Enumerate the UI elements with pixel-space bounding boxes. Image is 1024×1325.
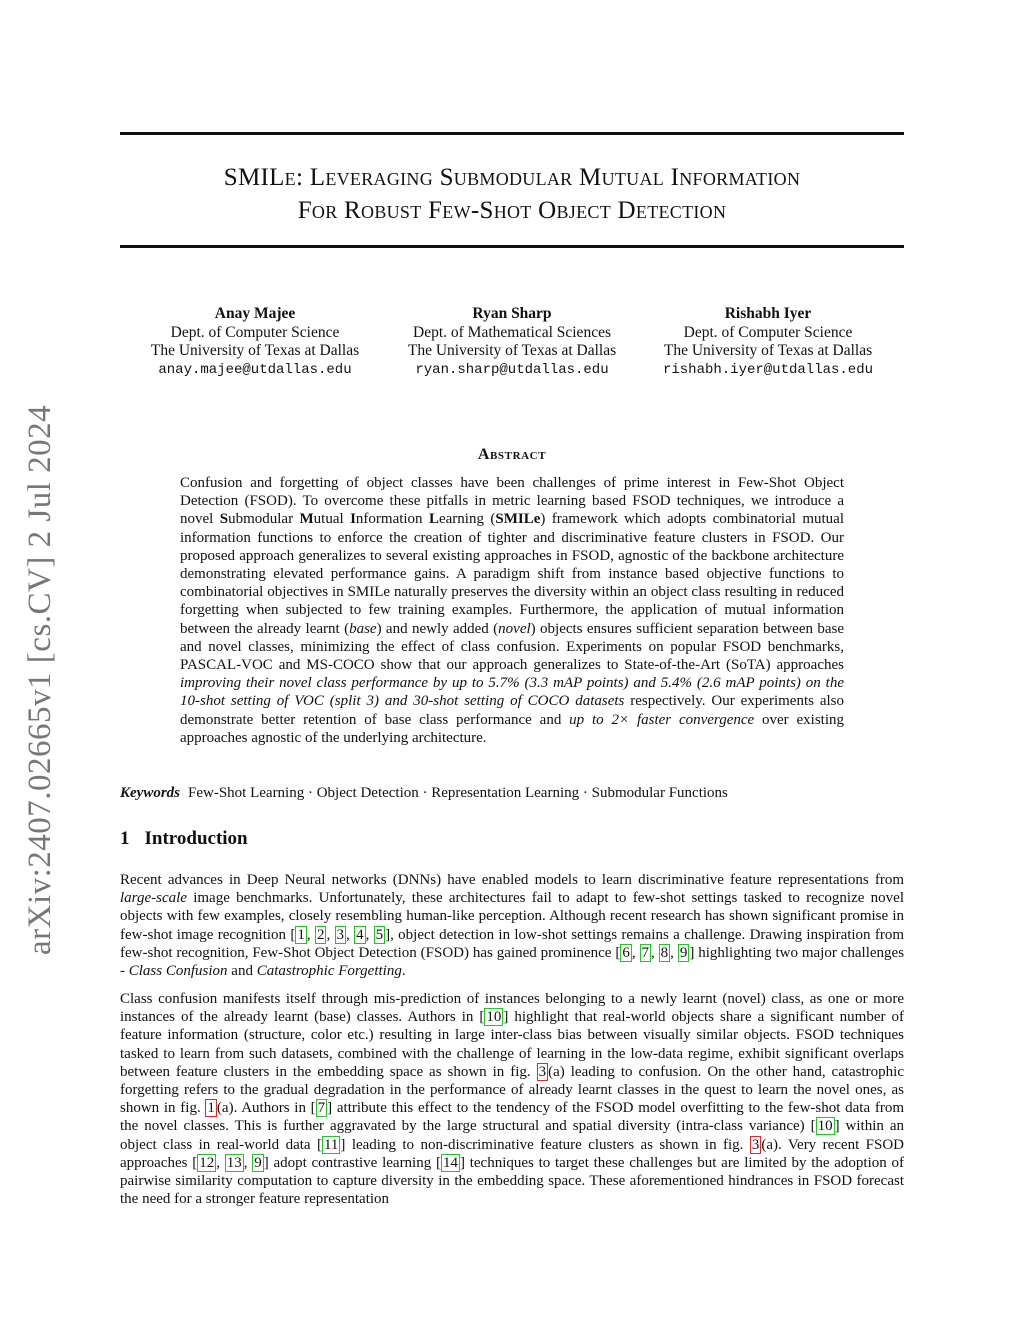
citation-link[interactable]: 14 — [442, 1154, 458, 1171]
citation-link[interactable]: 10 — [817, 1118, 833, 1135]
abstract-text: over existing approaches agnostic of the underlying architecture. — [180, 711, 845, 746]
abstract-text: ) framework which adopts combinatorial mutual information functions to enforce the creation of tighter and discriminative feature clusters in FSOD. Our proposed approach generalizes to several existing approaches in FSOD, agnostic of the backbone architecture demonstrating elevated performance gains. A paradigm shift from instance based objective functions to combinatorial objectives in SMILe naturally preserves the diversity within an object class resulting in reduced forgetting when subjected to few training examples. Furthermore, the application of mutual information between the already learnt ( — [180, 511, 844, 637]
abstract-text: utual — [313, 511, 351, 528]
para-text: (a). Authors in [ — [216, 1100, 316, 1117]
para-text: ] techniques to target these challenges but are limited by the adoption of pairwise similarity computation to capture diversity in the embedding space. These aforementioned hindrances in FSOD forecast the need for a stronger feature representation — [120, 1154, 905, 1208]
figure-link[interactable]: 3 — [751, 1136, 760, 1153]
para-text: ], object detection in low-shot settings remains a challenge. Drawing inspiration from few-shot recognition, Few-Shot Object Detection (FSOD) has gained prominence [ — [120, 926, 905, 961]
para-text: ] attribute this effect to the tendency of the FSOD model overfitting to the few-shot data from the novel classes. This is further aggravated by the large structural and spatial diversity (intra-class variance) [ — [120, 1100, 904, 1135]
figure-link[interactable]: 3 — [538, 1063, 547, 1080]
citation-link[interactable]: 9 — [254, 1154, 262, 1171]
abstract-italic: improving their novel class performance by up to 5.7% (3.3 mAP points) and 5.4% (2.6 mAP points) on the 10-shot setting of VOC (split 3) and 30-shot setting of COCO datasets — [180, 675, 844, 710]
para-text: image benchmarks. Unfortunately, these architectures fail to adapt to few-shot settings tasked to recognize novel objects with few examples, closely resembling human-like perception. Although recent research has shown significant promise in few-shot image recognition [ — [120, 890, 904, 943]
citation-link[interactable]: 12 — [199, 1154, 215, 1171]
abstract-bold: M — [299, 511, 314, 528]
citation-link[interactable]: 11 — [323, 1136, 339, 1153]
citation-link[interactable]: 7 — [317, 1100, 326, 1117]
para-italic: large-scale — [120, 890, 187, 907]
author-name: Ryan Sharp — [472, 305, 552, 322]
keywords — [120, 785, 904, 802]
arxiv-stamp: arXiv:2407.02665v1 [cs.CV] 2 Jul 2024 — [22, 404, 58, 955]
abstract-italic: novel — [498, 620, 531, 637]
section-heading — [120, 828, 248, 850]
intro-paragraph-2: Class confusion manifests itself through mis-prediction of instances belonging to a newly learnt (novel) class, as one or more instances of the already learnt (base) classes. Authors in [ 10 ] highlight that real-world objects share a significant number of feature information (structure, color etc.) resulting in large inter-class bias between visually similar objects. FSOD techniques tasked to learn from such datasets, combined with the challenge of learning in the low-data regime, exhibit significant overlaps between feature clusters in the embedding space as shown in fig. 3 (a) leading to confusion. On the other hand, catastrophic forgetting refers to the gradual degradation in the performance of already learnt classes in the quest to learn the novel ones, as shown in fig. 1 (a). Authors in [ 7 ] attribute this effect to the tendency of the FSOD model overfitting to the few-shot data from the novel classes. This is further aggravated by the large structural and spatial diversity (intra-class variance) [ 10 ] within an object class in real-world data [ 11 ] leading to non-discriminative feature clusters as shown in fig. 3 (a). Very recent FSOD approaches [ 12 , 13 , 9 ] adopt contrastive learning [ 14 ] techniques to target these challenges but are limited by the adoption of pairwise similarity computation to capture diversity in the embedding space. These aforementioned hindrances in FSOD forecast the need for a stronger feature representation — [120, 991, 905, 1208]
author-dept: Dept. of Mathematical Sciences — [413, 323, 611, 341]
para-text: ] highlighting two major challenges - — [120, 944, 905, 980]
citation-link[interactable]: 2 — [316, 926, 325, 943]
citation-link[interactable]: 10 — [486, 1009, 502, 1026]
keywords-label: Keywords — [120, 785, 180, 801]
para-text: ] leading to non-discriminative feature clusters as shown in fig. — [340, 1136, 750, 1153]
figure-link[interactable]: 1 — [207, 1100, 215, 1117]
citation-link[interactable]: 13 — [226, 1154, 242, 1171]
citation-link[interactable]: 6 — [622, 944, 630, 961]
abstract-italic: up to 2× faster convergence — [569, 711, 755, 728]
para-italic: Catastrophic Forgetting — [256, 963, 402, 980]
abstract-body — [180, 474, 844, 747]
section-number: 1 — [120, 828, 130, 849]
para-text: ] highlight that real-world objects share a significant number of feature information (structure, color etc.) resulting in large inter-class bias between visually similar objects. FSOD techniques tasked to learn from such datasets, combined with the challenge of learning in the low-data regime, exhibit significant overlaps between feature clusters in the embedding space as shown in fig. — [120, 1009, 904, 1080]
title-rule-top — [120, 132, 904, 135]
citation-link[interactable]: 7 — [641, 944, 650, 961]
abstract-text: nformation — [355, 511, 429, 528]
para-italic: Class Confusion — [128, 963, 228, 980]
abstract-text: earning ( — [438, 511, 496, 528]
author-block — [638, 305, 898, 379]
citation-link[interactable]: 8 — [660, 944, 669, 961]
abstract-italic: base — [349, 620, 377, 637]
para-text: and — [227, 963, 257, 980]
para-text: Class confusion manifests itself through mis-prediction of instances belonging to a newly learnt (novel) class, as one or more instances of the already learnt (base) classes. Authors in [ — [120, 991, 904, 1026]
author-university: The University of Texas at Dallas — [407, 342, 617, 359]
paper-title-line-1: SMILe: Leveraging Submodular Mutual Information — [223, 164, 801, 191]
author-email[interactable]: ryan.sharp@utdallas.edu — [415, 361, 609, 378]
title-rule-bottom — [120, 245, 904, 248]
citation-link[interactable]: 3 — [336, 926, 344, 943]
author-name: Rishabh Iyer — [724, 305, 812, 322]
citation-link[interactable]: 9 — [679, 944, 688, 961]
para-text: (a) leading to confusion. On the other hand, catastrophic forgetting refers to the gradual degradation in the performance of already learnt classes in the quest to learn the novel ones, as shown in fig. — [120, 1063, 905, 1117]
author-block — [382, 305, 642, 379]
author-university: The University of Texas at Dallas — [663, 342, 873, 359]
para-text: (a). Very recent FSOD approaches [ — [120, 1136, 904, 1171]
abstract-text: ubmodular — [228, 511, 300, 528]
abstract-text: ) objects ensures sufficient separation between base and novel classes, minimizing the effect of class confusion. Experiments on popular FSOD benchmarks, PASCAL-VOC and MS-COCO show that our approach generalizes to State-of-the-Art (SoTA) approaches — [180, 620, 844, 674]
abstract-heading: Abstract — [477, 446, 547, 463]
paper-title-line-2: For Robust Few-Shot Object Detection — [297, 197, 727, 224]
abstract-text: ) and newly added ( — [376, 620, 499, 637]
author-email[interactable]: rishabh.iyer@utdallas.edu — [662, 361, 874, 378]
author-dept: Dept. of Computer Science — [683, 323, 853, 341]
section-title: Introduction — [144, 828, 248, 849]
citation-link[interactable]: 4 — [356, 926, 364, 943]
para-text: ] within an object class in real-world data [ — [120, 1118, 904, 1153]
author-university: The University of Texas at Dallas — [150, 342, 360, 359]
abstract-bold: L — [428, 511, 439, 528]
citation-link[interactable]: 1 — [297, 926, 305, 943]
citation-link[interactable]: 5 — [375, 926, 384, 943]
abstract-text: Confusion and forgetting of object classes have been challenges of prime interest in Few-Shot Object Detection (FSOD). To overcome these pitfalls in metric learning based FSOD techniques, we introduce a novel — [180, 475, 844, 528]
intro-paragraph-1: Recent advances in Deep Neural networks (DNNs) have enabled models to learn discriminative feature representations from large-scale image benchmarks. Unfortunately, these architectures fail to adapt to few-shot settings tasked to recognize novel objects with few examples, closely resembling human-like perception. Although recent research has shown significant promise in few-shot image recognition [ 1 , 2 , 3 , 4 , 5 ], object detection in low-shot settings remains a challenge. Drawing inspiration from few-shot recognition, Few-Shot Object Detection (FSOD) has gained prominence [ 6 , 7 , 8 , 9 ] highlighting two major challenges - Class Confusion and Catastrophic Forgetting. — [120, 872, 905, 980]
author-name: Anay Majee — [214, 305, 296, 322]
abstract-bold: I — [350, 511, 356, 528]
para-text: Recent advances in Deep Neural networks (DNNs) have enabled models to learn discriminative feature representations from — [120, 872, 904, 888]
author-email[interactable]: anay.majee@utdallas.edu — [158, 361, 352, 378]
keywords-text: Few-Shot Learning · Object Detection · Representation Learning · Submodular Functions — [188, 785, 728, 801]
abstract-text: respectively. Our experiments also demonstrate better retention of base class performance and — [180, 693, 845, 728]
para-text: ] adopt contrastive learning [ — [263, 1154, 441, 1171]
author-dept: Dept. of Computer Science — [170, 323, 340, 341]
abstract-bold: SMILe — [495, 511, 541, 528]
author-block — [125, 305, 385, 379]
para-text: . — [401, 963, 406, 980]
abstract-bold: S — [219, 511, 229, 528]
